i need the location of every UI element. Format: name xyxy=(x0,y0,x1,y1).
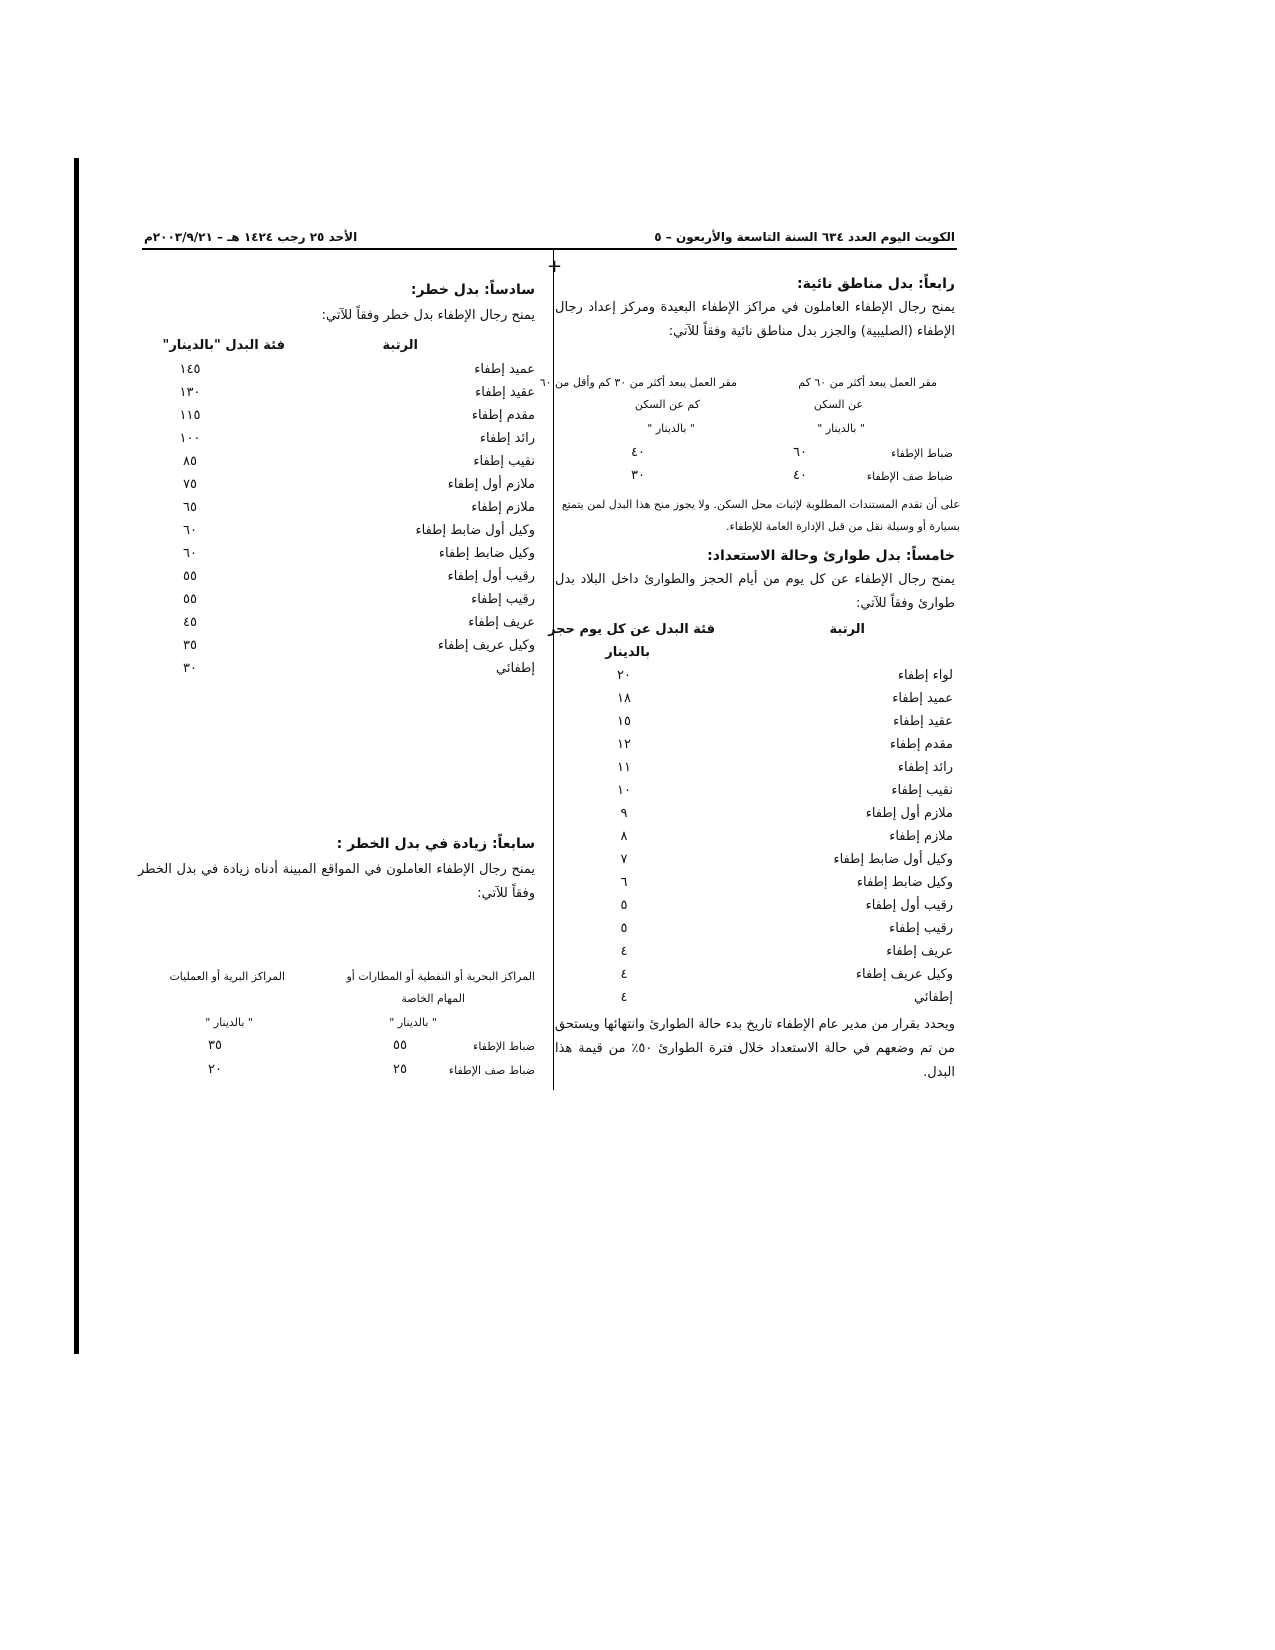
table-row-value: ٦٠ xyxy=(183,546,197,561)
section-7-row2-label: ضباط صف الإطفاء xyxy=(448,1064,535,1077)
section-5-heading: خامساً: بدل طوارئ وحالة الاستعداد: xyxy=(707,548,955,564)
section-7-row1-v1: ٥٥ xyxy=(393,1038,407,1053)
table-row-rank: عميد إطفاء xyxy=(892,691,953,706)
table-row-rank: لواء إطفاء xyxy=(897,668,953,683)
table-row-rank: ملازم إطفاء xyxy=(889,829,953,844)
table-row-value: ١٣٠ xyxy=(179,385,201,400)
table-row-rank: وكيل أول ضابط إطفاء xyxy=(415,523,535,538)
section-7-unit2: " بالدينار " xyxy=(205,1016,253,1029)
table-row-rank: ملازم أول إطفاء xyxy=(447,477,535,492)
section-7-col1-header2: المهام الخاصة xyxy=(401,992,465,1005)
section-4-row2-v1: ٤٠ xyxy=(793,468,807,483)
section-4-col2-header2: كم عن السكن xyxy=(634,398,700,411)
section-4-unit2: " بالدينار " xyxy=(647,422,695,435)
table-row-value: ٥ xyxy=(620,898,628,913)
section-4-col1-header: مقر العمل يبعد أكثر من ٦٠ كم xyxy=(798,376,937,389)
table-row-value: ٧ xyxy=(620,852,628,867)
table-row-value: ٧٥ xyxy=(183,477,197,492)
table-row-value: ١١ xyxy=(617,760,631,775)
table-row-value: ١٤٥ xyxy=(179,362,201,377)
table-row-value: ٥٥ xyxy=(183,569,197,584)
table-row-value: ٨٥ xyxy=(183,454,197,469)
table-row-rank: رقيب إطفاء xyxy=(471,592,535,607)
section-6-heading: سادساً: بدل خطر: xyxy=(410,282,535,298)
table-row-rank: وكيل عريف إطفاء xyxy=(437,638,535,653)
section-4-row1-v1: ٦٠ xyxy=(793,445,807,460)
section-7-col1-header: المراكز البحرية أو النفطية أو المطارات أو xyxy=(346,970,535,983)
table-row-rank: وكيل عريف إطفاء xyxy=(855,967,953,982)
section-4-unit1: " بالدينار " xyxy=(817,422,865,435)
table-row-value: ٤٥ xyxy=(183,615,197,630)
section-4-note: على أن تقدم المستندات المطلوبة لإثبات محل السكن. ولا يجوز منح هذا البدل لمن يتمتع بسيارة أو وسيلة نقل من قبل الإدارة العامة للإطفاء. xyxy=(561,498,960,533)
section-4-row2-label: ضباط صف الإطفاء xyxy=(866,470,953,483)
table-row-rank: ملازم أول إطفاء xyxy=(865,806,953,821)
section-7-col2-header: المراكز البرية أو العمليات xyxy=(169,970,285,983)
table-row-value: ٢٠ xyxy=(617,668,631,683)
section-6-value-header: فئة البدل "بالدينار" xyxy=(162,338,285,353)
table-row-rank: عقيد إطفاء xyxy=(475,385,535,400)
table-row-rank: وكيل أول ضابط إطفاء xyxy=(833,852,953,867)
table-row-value: ١٠٠ xyxy=(179,431,201,446)
table-row-rank: رقيب أول إطفاء xyxy=(447,569,535,584)
section-7-row2-v2: ٢٠ xyxy=(208,1062,222,1077)
table-row-rank: عريف إطفاء xyxy=(886,944,953,959)
table-row-rank: مقدم إطفاء xyxy=(889,737,953,752)
header-rule xyxy=(142,248,957,250)
table-row-rank: نقيب إطفاء xyxy=(473,454,535,469)
table-row-value: ٤ xyxy=(620,944,628,959)
section-4-row1-label: ضباط الإطفاء xyxy=(891,447,953,460)
section-4-paragraph: يمنح رجال الإطفاء العاملون في مراكز الإطفاء البعيدة ومركز إعداد رجال الإطفاء (الصليبية) والجزر بدل مناطق نائية وفقاً للآتي: xyxy=(555,300,955,339)
table-row-value: ٩ xyxy=(620,806,628,821)
section-7-unit1: " بالدينار " xyxy=(389,1016,437,1029)
table-row-rank: وكيل ضابط إطفاء xyxy=(856,875,953,890)
table-row-value: ٥٥ xyxy=(183,592,197,607)
section-4-heading: رابعاً: بدل مناطق نائية: xyxy=(796,276,955,292)
section-5-value-header2: بالدينار xyxy=(605,645,650,660)
table-row-value: ١٠ xyxy=(617,783,631,798)
table-row-value: ٦٠ xyxy=(183,523,197,538)
table-row-value: ١٨ xyxy=(617,691,631,706)
section-4-row2-v2: ٣٠ xyxy=(631,468,645,483)
section-6-rank-header: الرتبة xyxy=(382,338,418,353)
table-row-rank: عريف إطفاء xyxy=(468,615,535,630)
table-row-rank: مقدم إطفاء xyxy=(471,408,535,423)
table-row-rank: إطفائي xyxy=(496,661,535,676)
table-row-value: ٤ xyxy=(620,990,628,1005)
table-row-value: ٨ xyxy=(620,829,628,844)
section-5-note: ويحدد بقرار من مدير عام الإطفاء تاريخ بدء حالة الطوارئ وانتهائها ويستحق من تم وضعهم في حالة الاستعداد خلال فترة الطوارئ ٥٠٪ من قيمة هذا البدل. xyxy=(555,1017,955,1080)
section-7-row2-v1: ٢٥ xyxy=(393,1062,407,1077)
table-row-value: ١٥ xyxy=(617,714,631,729)
section-5-value-header: فئة البدل عن كل يوم حجز xyxy=(548,622,715,637)
table-row-rank: وكيل ضابط إطفاء xyxy=(438,546,535,561)
table-row-rank: رقيب إطفاء xyxy=(889,921,953,936)
table-row-value: ٦ xyxy=(620,875,628,890)
section-5-paragraph: يمنح رجال الإطفاء عن كل يوم من أيام الحجز والطوارئ داخل البلاد بدل طوارئ وفقاً للآتي: xyxy=(555,572,955,611)
section-5-rank-header: الرتبة xyxy=(829,622,865,637)
section-4-col2-header: مقر العمل يبعد أكثر من ٣٠ كم وأقل من ٦٠ xyxy=(539,376,737,389)
table-row-rank: عقيد إطفاء xyxy=(893,714,953,729)
header-date: الأحد ٢٥ رجب ١٤٢٤ هـ – ٢٠٠٣/٩/٢١م xyxy=(144,230,358,244)
table-row-rank: إطفائي xyxy=(914,990,953,1005)
table-row-rank: ملازم إطفاء xyxy=(471,500,535,515)
section-7-row1-label: ضباط الإطفاء xyxy=(473,1040,535,1053)
table-row-value: ٥ xyxy=(620,921,628,936)
table-row-rank: نقيب إطفاء xyxy=(891,783,953,798)
section-7-heading: سابعاً: زيادة في بدل الخطر : xyxy=(336,836,535,852)
table-row-rank: رائد إطفاء xyxy=(479,431,535,446)
section-7-row1-v2: ٣٥ xyxy=(208,1038,222,1053)
table-row-rank: عميد إطفاء xyxy=(474,362,535,377)
table-row-value: ٦٥ xyxy=(183,500,197,515)
header-issue: الكويت اليوم العدد ٦٣٤ السنة التاسعة والأربعون – ٥ xyxy=(654,230,955,244)
table-row-rank: رقيب أول إطفاء xyxy=(865,898,953,913)
table-row-value: ١٢ xyxy=(617,737,631,752)
table-row-value: ١١٥ xyxy=(179,408,201,423)
section-4-col1-header2: عن السكن xyxy=(813,398,863,411)
divider-cross-mark: + xyxy=(547,256,563,277)
scan-edge-bar xyxy=(74,158,79,1354)
section-4-row1-v2: ٤٠ xyxy=(631,445,645,460)
section-7-paragraph: يمنح رجال الإطفاء العاملون في المواقع المبينة أدناه زيادة في بدل الخطر وفقاً للآتي: xyxy=(138,862,535,901)
table-row-value: ٤ xyxy=(620,967,628,982)
table-row-value: ٣٠ xyxy=(183,661,197,676)
section-6-paragraph: يمنح رجال الإطفاء بدل خطر وفقاً للآتي: xyxy=(321,308,535,323)
table-row-value: ٣٥ xyxy=(183,638,197,653)
table-row-rank: رائد إطفاء xyxy=(897,760,953,775)
